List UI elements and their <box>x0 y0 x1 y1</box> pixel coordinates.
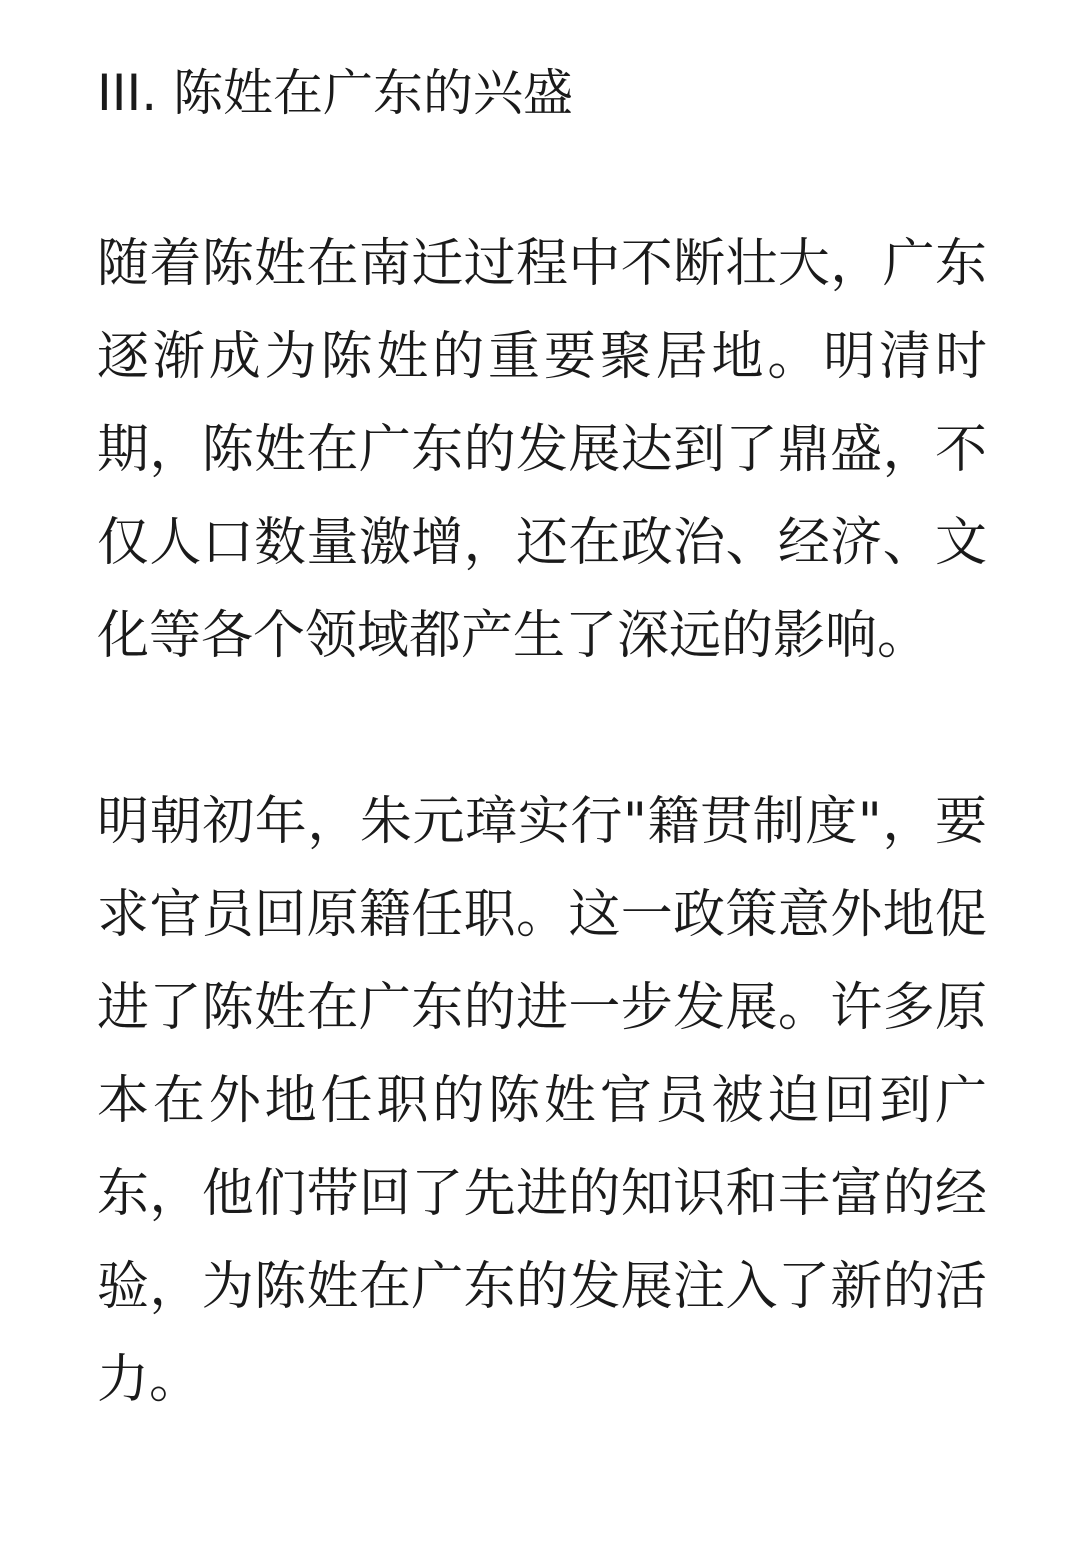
article <box>97 58 987 1427</box>
paragraph: 明朝初年，朱元璋实行"籍贯制度"，要求官员回原籍任职。这一政策意外地促进了陈姓在广东的进一步发展。许多原本在外地任职的陈姓官员被迫回到广东，他们带回了先进的知识和丰富的经验，为陈姓在广东的发展注入了新的活力。 <box>97 792 987 1410</box>
paragraph: 随着陈姓在南迁过程中不断壮大，广东逐渐成为陈姓的重要聚居地。明清时期，陈姓在广东的发展达到了鼎盛，不仅人口数量激增，还在政治、经济、文化等各个领域都产生了深远的影响。 <box>97 234 987 666</box>
section-heading: III. 陈姓在广东的兴盛 <box>97 64 574 122</box>
